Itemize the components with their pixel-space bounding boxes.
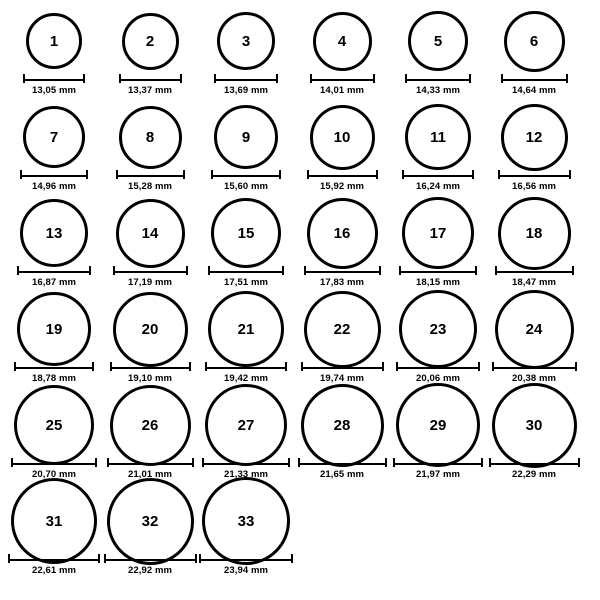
ring-circle-wrap [26,8,82,74]
diameter-measure-line [20,170,88,179]
ring-size-number: 15 [237,224,255,242]
ring-size-cell[interactable] [6,392,102,480]
measure-bar [116,170,185,179]
diameter-measure-line [23,74,85,83]
measure-bar [393,458,483,467]
diameter-measure-line [8,554,100,563]
diameter-label: 15,28 mm [127,181,173,192]
ring-size-cell[interactable] [6,296,102,384]
measure-bar [20,170,88,179]
diameter-measure-line [113,266,188,275]
ring-circle [23,106,85,168]
ring-size-cell[interactable] [102,296,198,384]
diameter-label: 17,51 mm [223,277,269,288]
ring-size-cell[interactable] [198,104,294,192]
ring-circle [119,106,182,169]
ring-circle-wrap [107,488,194,554]
diameter-measure-line [495,266,574,275]
ring-circle-wrap [402,200,474,266]
diameter-label: 16,24 mm [415,181,461,192]
ring-circle [116,199,185,268]
diameter-measure-line [107,458,194,467]
ring-size-number: 10 [333,128,351,146]
chart-row [6,200,594,296]
diameter-label: 20,70 mm [31,469,77,480]
ring-size-cell[interactable] [294,392,390,480]
ring-size-cell[interactable] [6,200,102,288]
diameter-measure-line [110,362,191,371]
measure-bar [11,458,97,467]
ring-circle-wrap [116,200,185,266]
ring-size-cell[interactable] [198,488,294,576]
chart-row [6,392,594,488]
ring-size-cell[interactable] [486,8,582,96]
ring-circle-wrap [202,488,290,554]
diameter-measure-line [310,74,375,83]
diameter-measure-line [202,458,290,467]
ring-size-cell[interactable] [486,104,582,192]
diameter-measure-line [214,74,278,83]
ring-size-number: 23 [429,320,447,338]
diameter-label: 18,78 mm [31,373,77,384]
ring-size-number: 6 [529,32,539,50]
measure-bar [495,266,574,275]
measure-bar [498,170,571,179]
diameter-label: 13,37 mm [127,85,173,96]
diameter-label: 21,01 mm [127,469,173,480]
ring-size-number: 24 [525,320,543,338]
ring-size-cell[interactable] [198,8,294,96]
ring-size-cell[interactable] [486,200,582,288]
diameter-measure-line [119,74,182,83]
ring-circle-wrap [408,8,468,74]
ring-circle-wrap [313,8,372,74]
chart-row [6,104,594,200]
ring-size-cell[interactable] [294,104,390,192]
ring-size-cell[interactable] [198,296,294,384]
ring-size-number: 9 [241,128,251,146]
ring-size-cell[interactable] [486,296,582,384]
diameter-measure-line [211,170,281,179]
diameter-label: 15,92 mm [319,181,365,192]
measure-bar [310,74,375,83]
diameter-label: 21,97 mm [415,469,461,480]
ring-circle [14,385,94,465]
ring-size-cell[interactable] [102,200,198,288]
measure-bar [214,74,278,83]
ring-circle-wrap [17,296,91,362]
ring-circle [307,198,378,269]
ring-size-number: 31 [45,512,63,530]
chart-row [6,8,594,104]
ring-circle [208,291,284,367]
ring-size-number: 4 [337,32,347,50]
ring-circle-wrap [11,488,97,554]
ring-size-cell[interactable] [390,104,486,192]
ring-size-cell[interactable] [198,392,294,480]
measure-bar [113,266,188,275]
diameter-measure-line [396,362,480,371]
ring-circle [405,104,471,170]
ring-circle-wrap [14,392,94,458]
measure-bar [107,458,194,467]
ring-size-cell[interactable] [390,200,486,288]
ring-size-cell[interactable] [6,488,102,576]
ring-size-number: 7 [49,128,59,146]
ring-circle [402,197,474,269]
diameter-label: 19,74 mm [319,373,365,384]
ring-size-number: 30 [525,416,543,434]
ring-circle [11,478,97,564]
measure-bar [396,362,480,371]
ring-size-cell[interactable] [198,200,294,288]
ring-circle [214,105,278,169]
diameter-label: 13,69 mm [223,85,269,96]
diameter-label: 17,83 mm [319,277,365,288]
ring-size-cell[interactable] [294,8,390,96]
diameter-label: 22,61 mm [31,565,77,576]
diameter-measure-line [498,170,571,179]
ring-circle [211,198,281,268]
ring-size-number: 3 [241,32,251,50]
ring-circle-wrap [119,104,182,170]
measure-bar [208,266,284,275]
measure-bar [304,266,381,275]
ring-size-number: 18 [525,224,543,242]
diameter-measure-line [205,362,287,371]
ring-size-cell[interactable] [102,8,198,96]
measure-bar [399,266,477,275]
diameter-measure-line [304,266,381,275]
measure-bar [211,170,281,179]
measure-bar [199,554,293,563]
ring-circle-wrap [304,296,381,362]
ring-size-number: 26 [141,416,159,434]
ring-circle-wrap [501,104,568,170]
measure-bar [8,554,100,563]
ring-size-number: 28 [333,416,351,434]
diameter-label: 18,15 mm [415,277,461,288]
ring-size-cell[interactable] [6,104,102,192]
ring-size-number: 12 [525,128,543,146]
ring-circle-wrap [217,8,275,74]
diameter-label: 14,01 mm [319,85,365,96]
diameter-label: 21,33 mm [223,469,269,480]
chart-row [6,296,594,392]
diameter-measure-line [492,362,577,371]
diameter-measure-line [14,362,94,371]
ring-circle [301,384,384,467]
ring-size-number: 25 [45,416,63,434]
measure-bar [104,554,197,563]
diameter-measure-line [301,362,384,371]
ring-circle [20,199,88,267]
ring-circle [408,11,468,71]
measure-bar [23,74,85,83]
ring-size-number: 8 [145,128,155,146]
ring-circle [107,478,194,565]
measure-bar [110,362,191,371]
ring-size-cell[interactable] [6,8,102,96]
ring-circle-wrap [498,200,571,266]
diameter-label: 22,29 mm [511,469,557,480]
ring-size-number: 19 [45,320,63,338]
diameter-measure-line [116,170,185,179]
ring-circle [498,197,571,270]
measure-bar [17,266,91,275]
diameter-label: 14,96 mm [31,181,77,192]
ring-circle [26,13,82,69]
ring-circle [396,383,480,467]
ring-size-number: 29 [429,416,447,434]
measure-bar [405,74,471,83]
chart-row [6,488,594,584]
ring-size-number: 27 [237,416,255,434]
ring-circle-wrap [492,392,577,458]
ring-circle-wrap [307,200,378,266]
diameter-measure-line [399,266,477,275]
diameter-measure-line [298,458,387,467]
ring-circle-wrap [495,296,574,362]
measure-bar [492,362,577,371]
ring-size-cell[interactable] [390,296,486,384]
diameter-label: 14,33 mm [415,85,461,96]
ring-circle-wrap [110,392,191,458]
ring-size-cell[interactable] [486,392,582,480]
ring-circle [217,12,275,70]
ring-circle [501,104,568,171]
ring-circle [205,384,287,466]
diameter-measure-line [405,74,471,83]
diameter-measure-line [17,266,91,275]
ring-size-cell[interactable] [390,392,486,480]
ring-size-number: 33 [237,512,255,530]
ring-circle-wrap [113,296,188,362]
ring-circle [313,12,372,71]
ring-circle [495,290,574,369]
ring-circle-wrap [504,8,565,74]
diameter-measure-line [104,554,197,563]
ring-size-number: 32 [141,512,159,530]
diameter-label: 15,60 mm [223,181,269,192]
ring-size-number: 17 [429,224,447,242]
diameter-label: 20,06 mm [415,373,461,384]
measure-bar [119,74,182,83]
diameter-label: 13,05 mm [31,85,77,96]
ring-circle-wrap [396,392,480,458]
diameter-measure-line [489,458,580,467]
ring-size-cell[interactable] [102,488,198,576]
diameter-label: 19,42 mm [223,373,269,384]
ring-circle-wrap [405,104,471,170]
measure-bar [301,362,384,371]
diameter-label: 22,92 mm [127,565,173,576]
ring-circle-wrap [211,200,281,266]
ring-circle-wrap [20,200,88,266]
diameter-measure-line [307,170,378,179]
ring-size-number: 1 [49,32,59,50]
ring-size-number: 5 [433,32,443,50]
diameter-label: 18,47 mm [511,277,557,288]
ring-size-number: 14 [141,224,159,242]
ring-circle-wrap [122,8,179,74]
ring-size-number: 13 [45,224,63,242]
diameter-measure-line [199,554,293,563]
ring-size-number: 11 [430,128,446,146]
ring-size-cell[interactable] [102,104,198,192]
diameter-measure-line [208,266,284,275]
diameter-label: 19,10 mm [127,373,173,384]
ring-size-cell[interactable] [102,392,198,480]
diameter-label: 20,38 mm [511,373,557,384]
measure-bar [489,458,580,467]
diameter-measure-line [393,458,483,467]
ring-circle [504,11,565,72]
diameter-label: 17,19 mm [127,277,173,288]
diameter-measure-line [11,458,97,467]
measure-bar [307,170,378,179]
ring-circle [122,13,179,70]
diameter-label: 16,56 mm [511,181,557,192]
diameter-measure-line [501,74,568,83]
ring-circle [202,477,290,565]
ring-size-cell[interactable] [390,8,486,96]
ring-circle [17,292,91,366]
ring-circle [492,383,577,468]
measure-bar [298,458,387,467]
ring-size-cell[interactable] [294,200,390,288]
diameter-label: 16,87 mm [31,277,77,288]
ring-circle-wrap [399,296,477,362]
diameter-label: 14,64 mm [511,85,557,96]
ring-circle-wrap [214,104,278,170]
ring-circle [304,291,381,368]
measure-bar [402,170,474,179]
ring-size-number: 2 [145,32,155,50]
ring-circle-wrap [208,296,284,362]
measure-bar [205,362,287,371]
diameter-measure-line [402,170,474,179]
ring-size-number: 20 [141,320,159,338]
ring-circle [113,292,188,367]
ring-size-number: 21 [237,320,255,338]
diameter-label: 21,65 mm [319,469,365,480]
measure-bar [14,362,94,371]
measure-bar [501,74,568,83]
ring-circle [399,290,477,368]
ring-circle-wrap [301,392,384,458]
ring-circle [110,385,191,466]
ring-circle-wrap [310,104,375,170]
ring-circle [310,105,375,170]
ring-size-cell[interactable] [294,296,390,384]
ring-size-number: 22 [333,320,351,338]
ring-size-number: 16 [333,224,351,242]
ring-circle-wrap [23,104,85,170]
measure-bar [202,458,290,467]
diameter-label: 23,94 mm [223,565,269,576]
ring-circle-wrap [205,392,287,458]
